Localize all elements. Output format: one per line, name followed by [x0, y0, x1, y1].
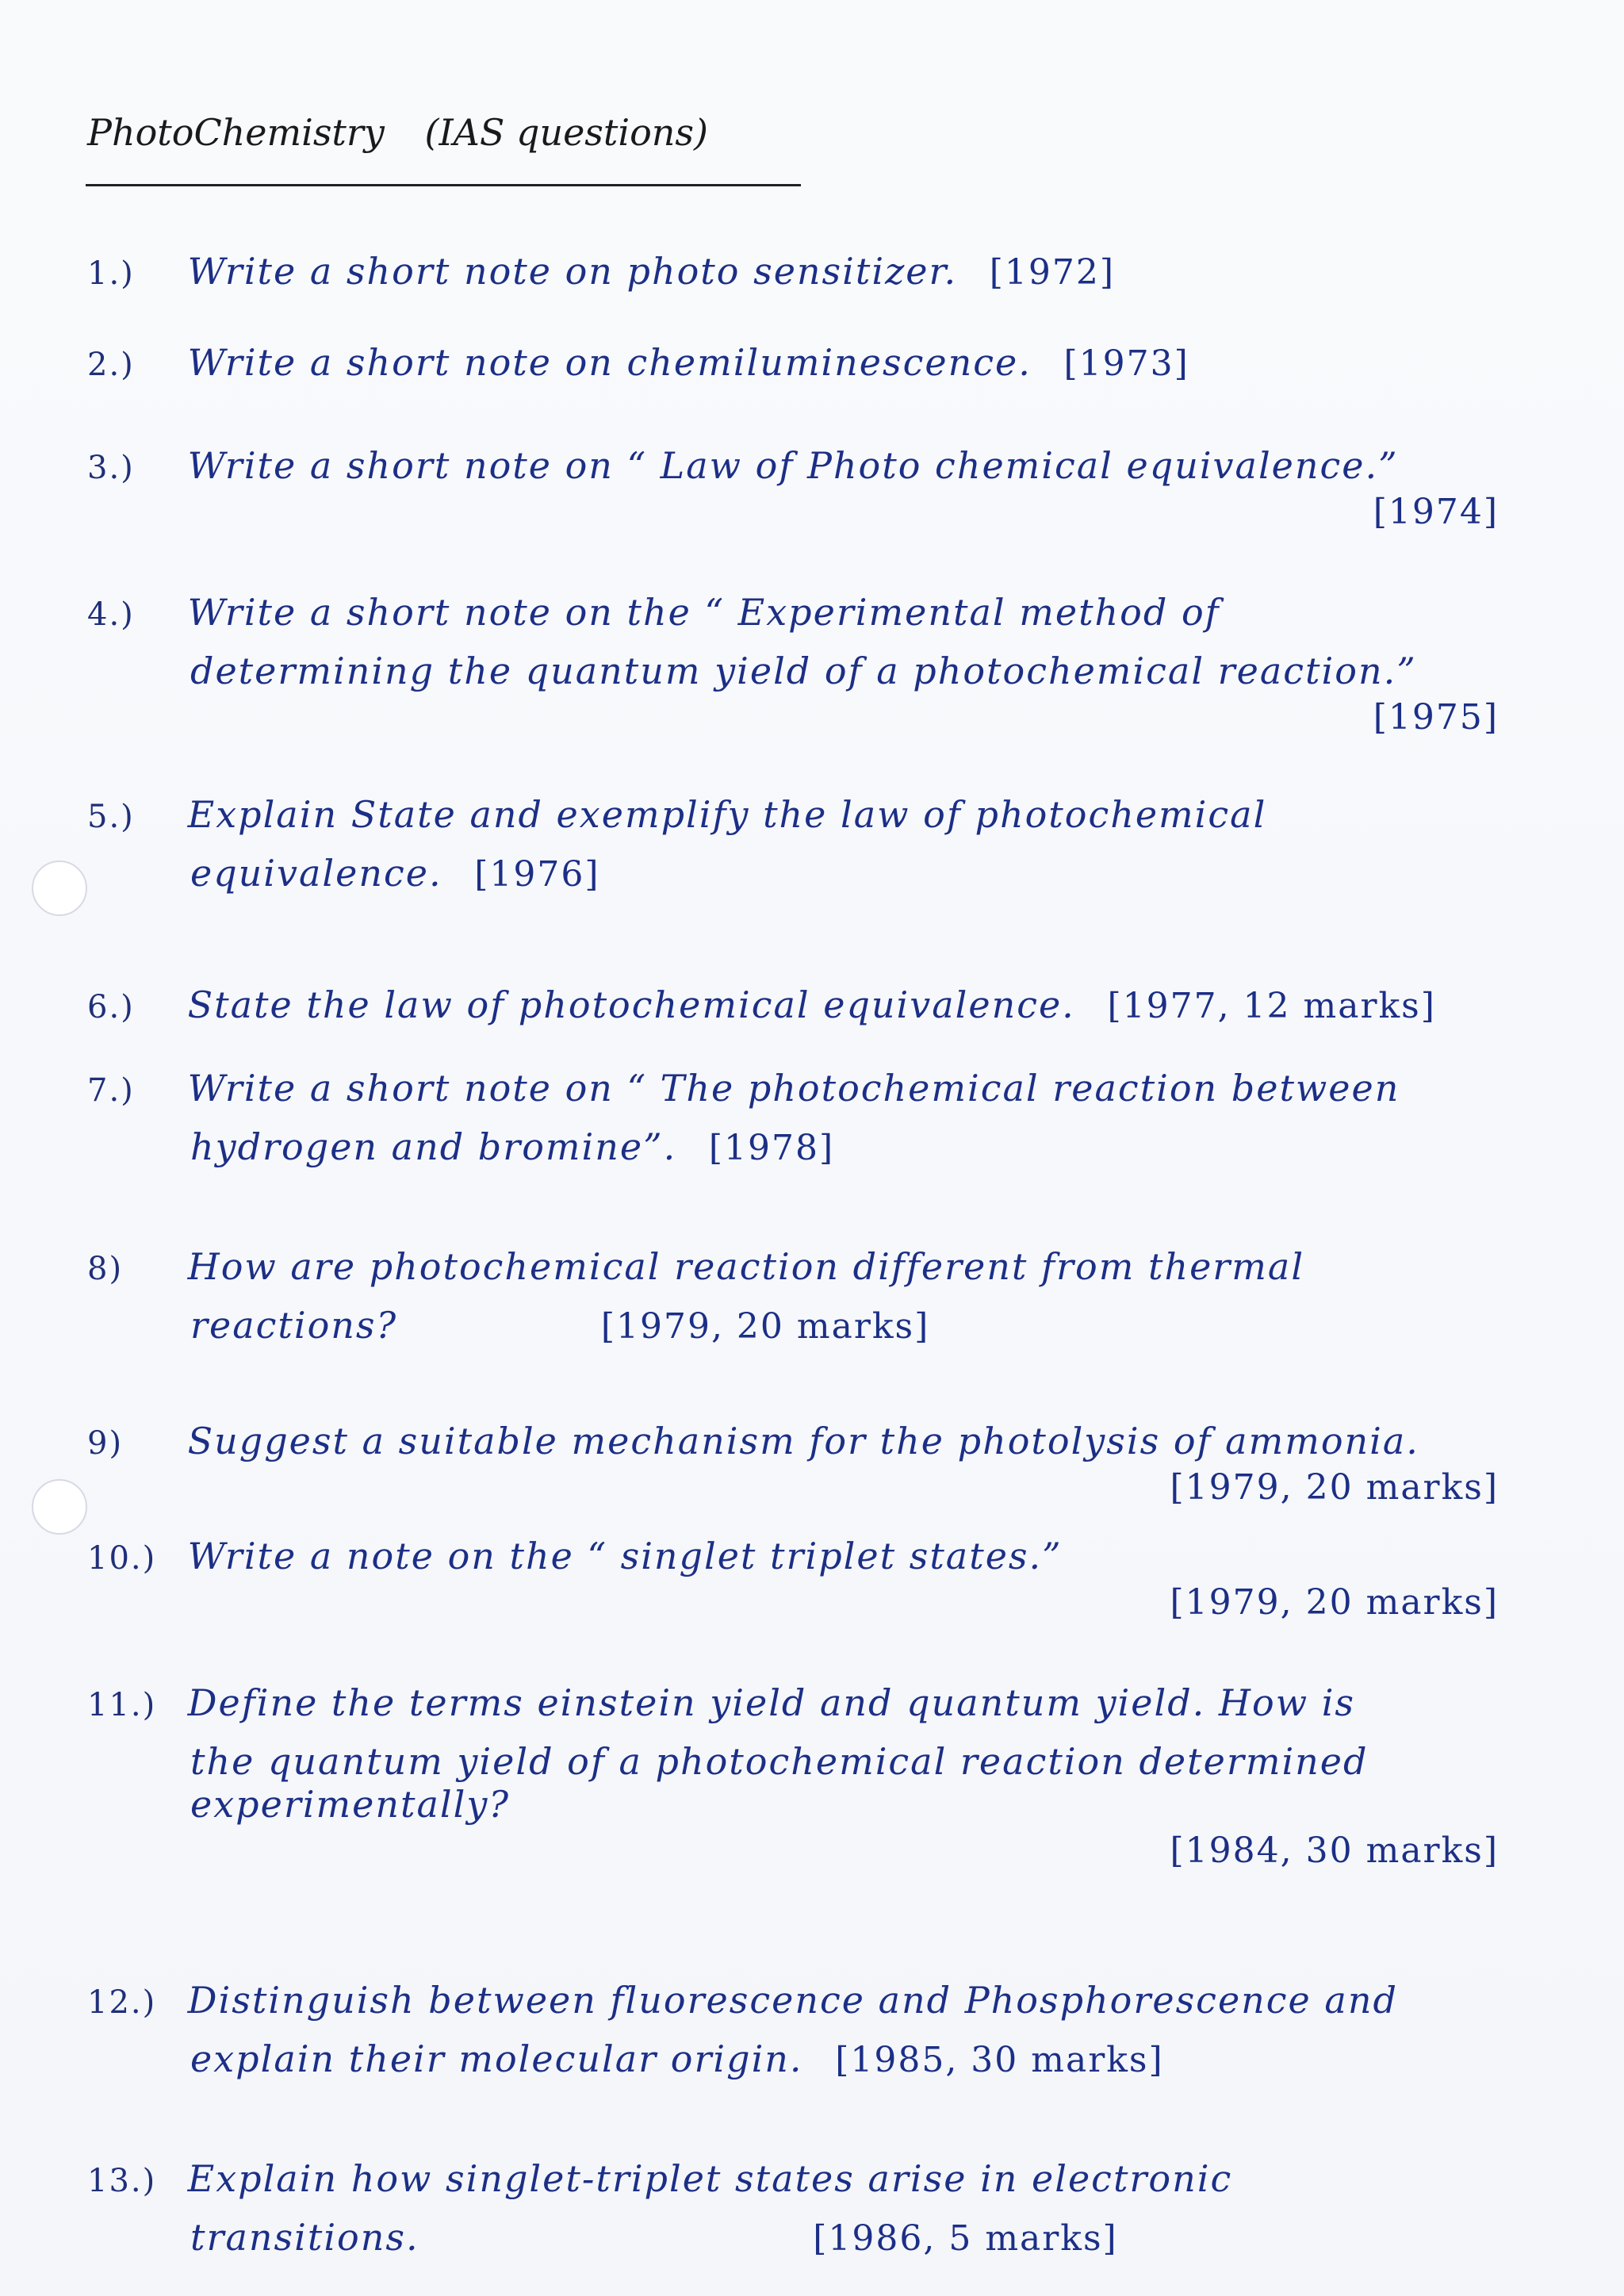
question-13 — [87, 2157, 1578, 2259]
question-text-line2-wrap — [87, 1304, 1578, 1347]
question-number: 8) — [87, 1251, 124, 1287]
question-number: 11.) — [87, 1687, 157, 1723]
question-text-line2: equivalence. — [190, 852, 442, 895]
question-text-line2: transitions. — [190, 2216, 419, 2259]
question-number: 12.) — [87, 1984, 157, 2021]
question-reference: [1973] — [1063, 343, 1189, 384]
question-number: 2.) — [87, 347, 135, 383]
question-number: 4.) — [87, 596, 135, 633]
question-text: Write a short note on “ The photochemical reaction between — [187, 1067, 1400, 1110]
question-text-line2-wrap — [87, 2216, 1578, 2259]
question-number: 6.) — [87, 989, 135, 1025]
question-8 — [87, 1245, 1578, 1347]
question-text: Write a short note on photo sensitizer. — [187, 250, 958, 293]
question-text-line2: determining the quantum yield of a photochemical reaction.” — [190, 650, 1417, 692]
question-11 — [87, 1681, 1578, 1871]
question-2 — [87, 341, 1578, 384]
question-1 — [87, 250, 1578, 293]
question-text: How are photochemical reaction different from thermal — [187, 1245, 1305, 1288]
question-text-line2: the quantum yield of a photochemical reaction determined experimentally? — [190, 1740, 1369, 1826]
question-text: Explain how singlet-triplet states arise in electronic — [187, 2157, 1233, 2200]
question-number: 3.) — [87, 450, 135, 486]
title-underline — [86, 184, 801, 186]
question-text-line2-wrap — [87, 2037, 1578, 2080]
question-text: Explain State and exemplify the law of photochemical — [187, 793, 1267, 836]
question-text: Suggest a suitable mechanism for the photolysis of ammonia. — [187, 1420, 1419, 1462]
question-9 — [87, 1420, 1578, 1508]
question-reference: [1974] — [1373, 492, 1499, 532]
question-text: Distinguish between fluorescence and Phosphorescence and — [187, 1979, 1398, 2022]
question-text: State the law of photochemical equivalence. — [187, 983, 1075, 1026]
question-reference: [1978] — [708, 1128, 835, 1168]
question-text: Write a short note on “ Law of Photo chemical equivalence.” — [187, 444, 1399, 487]
question-text: Define the terms einstein yield and quantum yield. How is — [187, 1681, 1356, 1724]
question-reference: [1986, 5 marks] — [813, 2218, 1118, 2259]
question-text: Write a short note on the “ Experimental method of — [187, 591, 1220, 634]
punch-hole — [32, 1479, 87, 1535]
question-text: Write a short note on chemiluminescence. — [187, 341, 1032, 384]
question-number: 5.) — [87, 799, 135, 835]
question-number: 1.) — [87, 255, 135, 292]
question-reference: [1975] — [1373, 697, 1499, 738]
question-reference: [1979, 20 marks] — [1170, 1582, 1499, 1623]
question-reference: [1972] — [989, 252, 1116, 293]
question-text-line2: explain their molecular origin. — [190, 2037, 803, 2080]
question-reference: [1985, 30 marks] — [835, 2040, 1164, 2080]
question-number: 13.) — [87, 2163, 157, 2199]
question-text-line2: hydrogen and bromine”. — [190, 1125, 677, 1168]
question-3 — [87, 444, 1578, 532]
question-12 — [87, 1979, 1578, 2080]
question-reference: [1984, 30 marks] — [1170, 1830, 1499, 1871]
question-reference: [1979, 20 marks] — [600, 1306, 930, 1347]
question-10 — [87, 1535, 1578, 1623]
page-title-main: PhotoChemistry — [87, 111, 385, 154]
question-text-line2-wrap — [87, 852, 1578, 895]
question-5 — [87, 793, 1578, 895]
punch-hole — [32, 861, 87, 916]
question-number: 10.) — [87, 1540, 157, 1577]
page-title — [87, 111, 708, 154]
question-4 — [87, 591, 1578, 738]
question-text-line2-wrap — [87, 1125, 1578, 1168]
question-7 — [87, 1067, 1578, 1168]
page-title-subtitle: (IAS questions) — [424, 111, 708, 154]
question-number: 7.) — [87, 1072, 135, 1109]
question-number: 9) — [87, 1425, 124, 1462]
question-text-line2: reactions? — [190, 1304, 398, 1347]
question-6 — [87, 983, 1578, 1026]
question-reference: [1977, 12 marks] — [1107, 986, 1436, 1026]
question-text: Write a note on the “ singlet triplet states.” — [187, 1535, 1063, 1577]
question-reference: [1979, 20 marks] — [1170, 1467, 1499, 1508]
bleed-through-text — [714, 119, 722, 151]
question-reference: [1976] — [474, 854, 600, 895]
